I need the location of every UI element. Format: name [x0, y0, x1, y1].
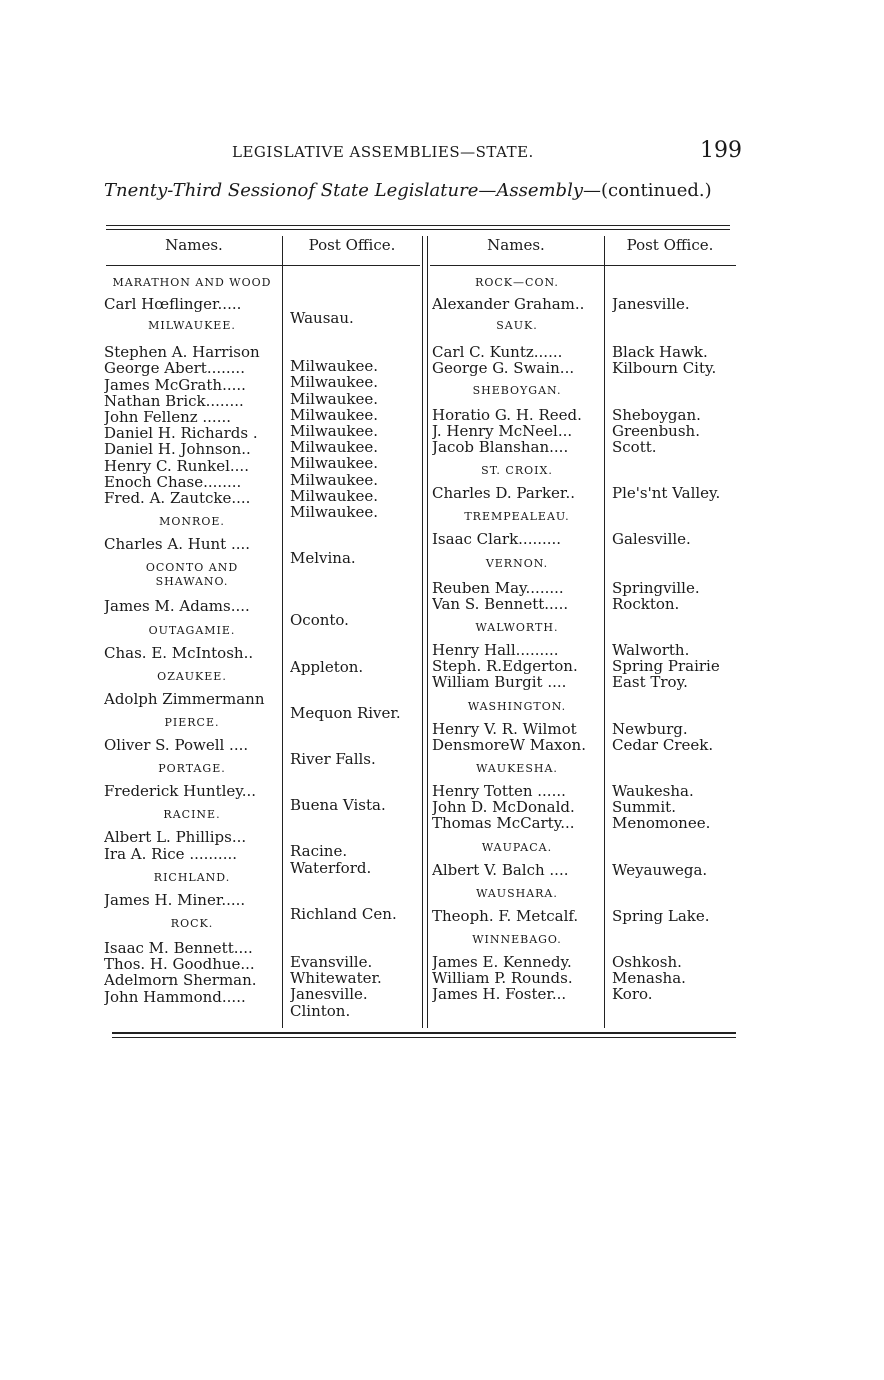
member-post-office: Milwaukee. [290, 487, 379, 505]
member-name: Horatio G. H. Reed. [432, 406, 582, 423]
member-name: Albert V. Balch .... [432, 861, 569, 878]
county-heading: ROCK—CON. [475, 276, 559, 289]
member-name: Oliver S. Powell .... [104, 737, 249, 754]
member-name: Henry Totten ...... [432, 783, 566, 800]
member-post-office: Oconto. [290, 612, 349, 629]
header-rule-left [106, 265, 420, 266]
county-heading: RICHLAND. [153, 870, 231, 884]
member-name: Ira A. Rice .......... [104, 845, 237, 862]
member-post-office: Milwaukee. [290, 504, 379, 521]
member-name: Van S. Bennett..... [432, 595, 569, 613]
top-rule-1 [106, 225, 730, 226]
bottom-rule-1 [112, 1032, 736, 1034]
member-name: Thomas McCarty... [432, 815, 575, 832]
county-heading: PIERCE. [164, 716, 220, 730]
member-post-office: Appleton. [290, 658, 364, 675]
member-post-office: Milwaukee. [290, 455, 379, 472]
header-names-left: Names. [165, 236, 223, 254]
member-post-office: Milwaukee. [290, 471, 379, 488]
member-post-office: Sheboygan. [612, 406, 701, 423]
member-name: Frederick Huntley... [104, 783, 257, 800]
county-heading: WAUPACA. [481, 840, 553, 854]
member-post-office: Milwaukee. [290, 406, 379, 424]
county-heading: OCONTO AND SHAWANO. [145, 561, 239, 589]
member-name: Adelmorn Sherman. [104, 972, 257, 989]
page-number: 199 [700, 138, 742, 163]
member-name: Isaac Clark......... [432, 531, 562, 548]
member-name: James E. Kennedy. [432, 954, 572, 971]
member-post-office: Mequon River. [290, 704, 401, 722]
member-name: Charles D. Parker.. [432, 485, 575, 502]
member-post-office: Milwaukee. [290, 374, 379, 391]
member-name: James McGrath..... [104, 376, 246, 393]
member-post-office: Wausau. [290, 310, 354, 327]
member-name: William P. Rounds. [432, 970, 573, 987]
member-post-office: Milwaukee. [290, 423, 379, 440]
county-heading: SHEBOYGAN. [472, 383, 562, 397]
county-heading: MONROE. [159, 515, 225, 529]
member-post-office: Galesville. [612, 531, 691, 548]
member-name: Henry Hall......... [432, 642, 559, 659]
member-name: Stephen A. Harrison [104, 344, 260, 361]
county-heading: WALWORTH. [475, 621, 559, 635]
county-heading: OZAUKEE. [157, 669, 227, 683]
county-heading: ST. CROIX. [481, 464, 553, 478]
member-post-office: Weyauwega. [612, 861, 708, 878]
member-name: Henry C. Runkel.... [104, 457, 249, 474]
member-name: Fred. A. Zautcke.... [104, 490, 251, 507]
member-post-office: Walworth. [612, 642, 690, 659]
member-post-office: Whitewater. [290, 970, 382, 987]
table-title [104, 180, 744, 201]
member-name: James H. Miner..... [104, 891, 246, 909]
names-column-right [432, 276, 602, 1003]
bottom-rule-2 [112, 1037, 736, 1038]
member-post-office: Ple's'nt Valley. [612, 485, 721, 502]
post-office-column-left [290, 276, 420, 1019]
member-post-office: Janesville. [612, 296, 690, 313]
table-title-continued: (continued.) [601, 180, 712, 201]
member-name: Jacob Blanshan.... [432, 439, 569, 456]
member-name: J. Henry McNeel... [432, 422, 573, 440]
member-post-office: Koro. [612, 986, 653, 1003]
member-post-office: Evansville. [290, 954, 373, 971]
member-name: Theoph. F. Metcalf. [432, 907, 579, 925]
member-post-office: Kilbourn City. [612, 360, 717, 377]
member-name: Albert L. Phillips... [104, 829, 247, 846]
member-post-office: Summit. [612, 799, 676, 816]
member-post-office: Buena Vista. [290, 797, 386, 814]
county-heading: RACINE. [163, 808, 221, 822]
county-heading: WASHINGTON. [467, 699, 567, 713]
member-post-office: Waukesha. [612, 783, 694, 800]
member-name: Enoch Chase........ [104, 473, 242, 491]
member-post-office: Scott. [612, 439, 657, 456]
member-post-office: Oshkosh. [612, 954, 682, 971]
member-post-office: Milwaukee. [290, 439, 379, 456]
member-post-office: East Troy. [612, 674, 688, 691]
member-name: Carl C. Kuntz...... [432, 344, 563, 361]
member-name: Thos. H. Goodhue... [104, 956, 255, 973]
post-office-column-right [612, 276, 742, 1003]
table-title-italic: Tnenty-Third Sessionof State Legislature—Assembly— [104, 180, 601, 201]
header-rule-right [430, 265, 736, 266]
county-heading: WINNEBAGO. [472, 933, 562, 947]
member-name: Daniel H. Johnson.. [104, 441, 251, 458]
county-heading: MARATHON AND WOOD [112, 276, 272, 289]
county-heading: PORTAGE. [158, 762, 226, 776]
member-name: Reuben May........ [432, 579, 564, 596]
running-head: LEGISLATIVE ASSEMBLIES—STATE. [232, 143, 534, 161]
county-heading: MILWAUKEE. [148, 319, 236, 333]
member-post-office: Melvina. [290, 550, 356, 567]
member-name: James H. Foster... [432, 986, 567, 1003]
member-post-office: Newburg. [612, 720, 688, 737]
member-name: George G. Swain... [432, 360, 575, 377]
county-heading: TREMPEALEAU. [464, 510, 570, 524]
member-name: Isaac M. Bennett.... [104, 940, 253, 957]
member-post-office: Richland Cen. [290, 905, 397, 923]
member-name: James M. Adams.... [104, 598, 250, 615]
county-heading: OUTAGAMIE. [148, 623, 236, 637]
county-heading: ROCK. [170, 917, 214, 931]
member-name: Alexander Graham.. [432, 296, 585, 313]
member-name: Steph. R.Edgerton. [432, 658, 578, 675]
separator-2b [427, 236, 428, 1028]
member-name: Daniel H. Richards . [104, 425, 258, 442]
member-post-office: Cedar Creek. [612, 736, 714, 754]
member-name: Chas. E. McIntosh.. [104, 644, 254, 661]
names-column-left [104, 276, 280, 1005]
member-name: Carl Hœflinger..... [104, 296, 242, 313]
header-names-right: Names. [487, 236, 545, 254]
separator-3 [604, 236, 605, 1028]
county-heading: SAUK. [496, 319, 538, 333]
member-post-office: Black Hawk. [612, 344, 708, 361]
separator-1 [282, 236, 283, 1028]
member-name: John D. McDonald. [432, 799, 575, 816]
member-post-office: Milwaukee. [290, 390, 379, 407]
member-name: John Hammond..... [104, 988, 246, 1005]
member-post-office: Milwaukee. [290, 358, 379, 375]
member-name: William Burgit .... [432, 674, 567, 691]
member-post-office: Greenbush. [612, 422, 700, 440]
member-name: John Fellenz ...... [104, 409, 232, 426]
member-post-office: Springville. [612, 579, 700, 596]
member-post-office: Spring Lake. [612, 907, 710, 925]
county-heading: VERNON. [485, 556, 549, 570]
separator-2a [422, 236, 423, 1028]
member-post-office: Spring Prairie [612, 658, 720, 675]
county-heading: WAUSHARA. [476, 886, 558, 900]
member-name: Adolph Zimmermann [104, 690, 265, 708]
county-heading: WAUKESHA. [476, 762, 558, 776]
member-post-office: River Falls. [290, 751, 376, 768]
member-name: George Abert........ [104, 360, 245, 377]
member-post-office: Menomonee. [612, 815, 711, 832]
member-post-office: Rockton. [612, 595, 680, 613]
member-name: Nathan Brick........ [104, 392, 244, 410]
member-name: DensmoreW Maxon. [432, 736, 586, 754]
member-post-office: Janesville. [290, 986, 368, 1003]
member-name: Charles A. Hunt .... [104, 536, 251, 553]
member-post-office: Racine. [290, 843, 348, 860]
member-post-office: Menasha. [612, 970, 686, 987]
member-name: Henry V. R. Wilmot [432, 720, 577, 737]
member-post-office: Waterford. [290, 859, 372, 876]
header-post-office-left: Post Office. [308, 236, 396, 254]
member-post-office: Clinton. [290, 1002, 351, 1019]
top-rule-2 [106, 229, 730, 230]
header-post-office-right: Post Office. [626, 236, 714, 254]
